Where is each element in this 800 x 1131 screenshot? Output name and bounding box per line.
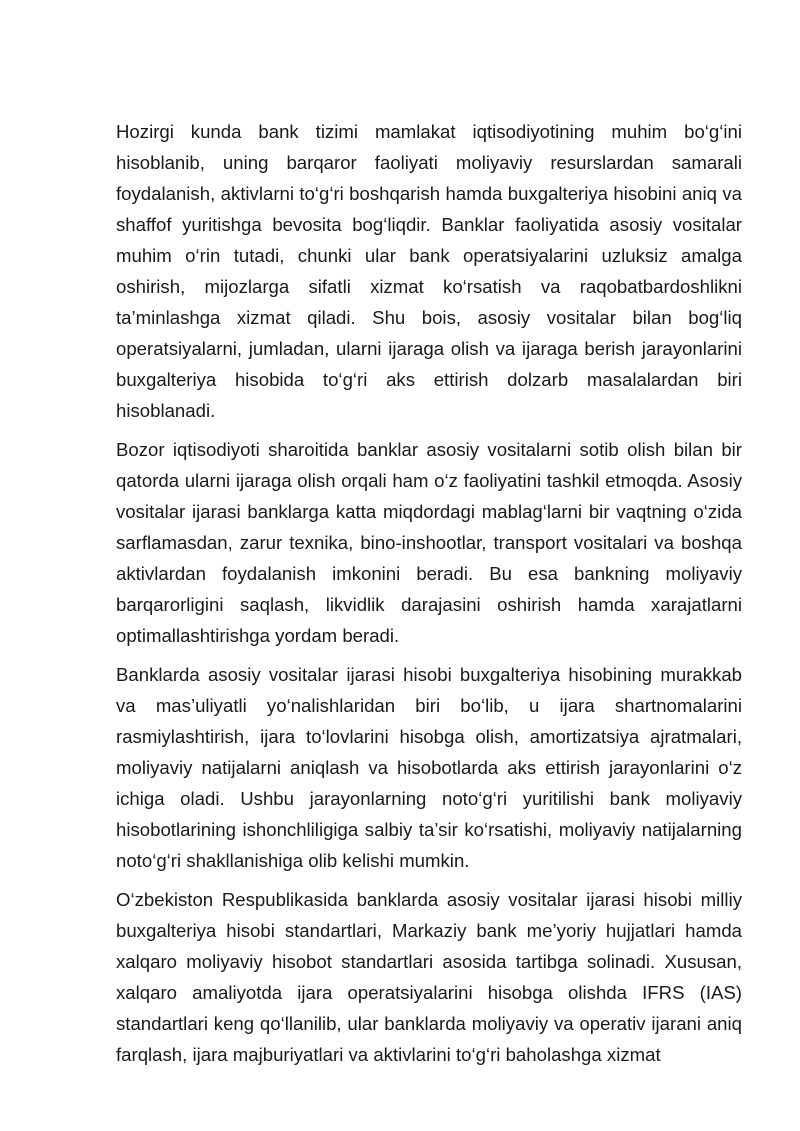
paragraph-4: O‘zbekiston Respublikasida banklarda asosiy vositalar ijarasi hisobi milliy buxgalteriya hisobi standartlari, Markaziy bank me’yoriy hujjatlari hamda xalqaro moliyaviy hisobot standartlari asosida tartibga solinadi. Xususan, xalqaro amaliyotda ijara operatsiyalarini hisobga olishda IFRS (IAS) standartlari keng qo‘llanilib, ular banklarda moliyaviy va operativ ijarani aniq farqlash, ijara majburiyatlari va aktivlarini to‘g‘ri baholashga xizmat (116, 889, 742, 1065)
paragraph-3: Banklarda asosiy vositalar ijarasi hisobi buxgalteriya hisobining murakkab va mas’uliyatli yo‘nalishlaridan biri bo‘lib, u ijara shartnomalarini rasmiylashtirish, ijara to‘lovlarini hisobga olish, amortizatsiya ajratmalari, moliyaviy natijalarni aniqlash va hisobotlarda aks ettirish jarayonlarini o‘z ichiga oladi. Ushbu jarayonlarning noto‘g‘ri yuritilishi bank moliyaviy hisobotlarining ishonchliligiga salbiy ta’sir ko‘rsatishi, moliyaviy natijalarning noto‘g‘ri shakllanishiga olib kelishi mumkin. (116, 664, 742, 871)
body-text (116, 116, 742, 1078)
paragraph-2: Bozor iqtisodiyoti sharoitida banklar asosiy vositalarni sotib olish bilan bir qatorda ularni ijaraga olish orqali ham o‘z faoliyatini tashkil etmoqda. Asosiy vositalar ijarasi banklarga katta miqdordagi mablag‘larni bir vaqtning o‘zida sarflamasdan, zarur texnika, bino-inshootlar, transport vositalari va boshqa aktivlardan foydalanish imkonini beradi. Bu esa bankning moliyaviy barqarorligini saqlash, likvidlik darajasini oshirish hamda xarajatlarni optimallashtirishga yordam beradi. (116, 439, 742, 646)
paragraph-1: Hozirgi kunda bank tizimi mamlakat iqtisodiyotining muhim bo‘g‘ini hisoblanib, uning barqaror faoliyati moliyaviy resurslardan samarali foydalanish, aktivlarni to‘g‘ri boshqarish hamda buxgalteriya hisobini aniq va shaffof yuritishga bevosita bog‘liqdir. Banklar faoliyatida asosiy vositalar muhim o‘rin tutadi, chunki ular bank operatsiyalarini uzluksiz amalga oshirish, mijozlarga sifatli xizmat ko‘rsatish va raqobatbardoshlikni ta’minlashga xizmat qiladi. Shu bois, asosiy vositalar bilan bog‘liq operatsiyalarni, jumladan, ularni ijaraga olish va ijaraga berish jarayonlarini buxgalteriya hisobida to‘g‘ri aks ettirish dolzarb masalalardan biri hisoblanadi. (116, 121, 742, 421)
